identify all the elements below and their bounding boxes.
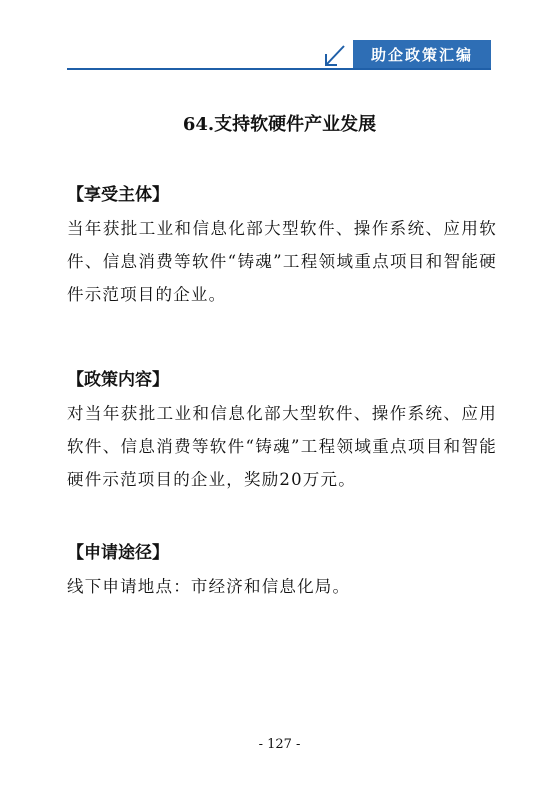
- application-heading: 【申请途径】: [67, 543, 169, 563]
- policy-content-heading: 【政策内容】: [67, 370, 169, 390]
- page-number: - 127 -: [258, 737, 301, 752]
- page-header: [0, 0, 559, 80]
- policy-content-text: 对当年获批工业和信息化部大型软件、操作系统、应用软件、信息消费等软件“铸魂”工程领域重点项目和智能硬件示范项目的企业，奖励20万元。: [67, 404, 497, 489]
- header-rule: [67, 68, 491, 70]
- eligibility-text: 当年获批工业和信息化部大型软件、操作系统、应用软件、信息消费等软件“铸魂”工程领域重点项目和智能硬件示范项目的企业。: [67, 219, 497, 304]
- eligibility-heading: 【享受主体】: [67, 185, 169, 205]
- section-badge: 助企政策汇编: [353, 40, 491, 69]
- application-text: 线下申请地点：市经济和信息化局。: [67, 577, 351, 596]
- page-title: 64.支持软硬件产业发展: [182, 114, 377, 135]
- diagonal-arrow-icon: [322, 44, 348, 68]
